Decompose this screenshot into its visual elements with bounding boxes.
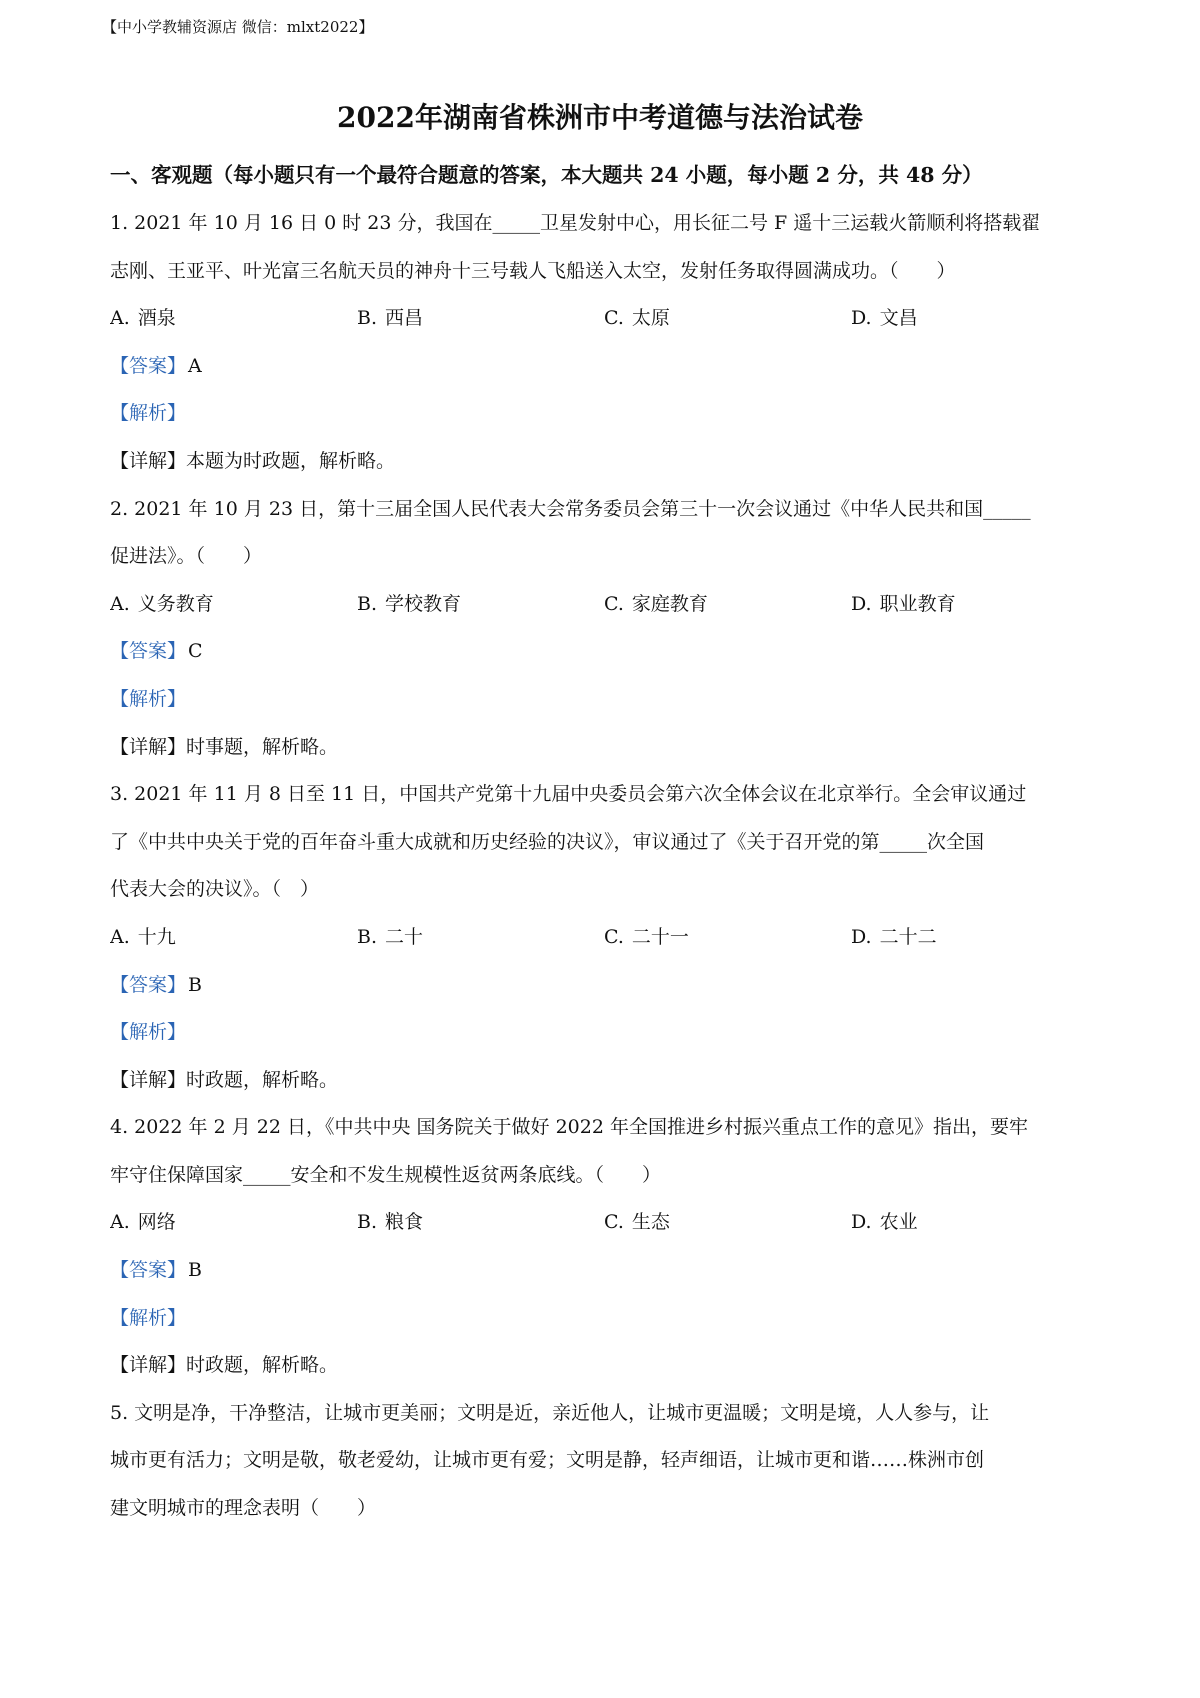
option-3 bbox=[604, 914, 851, 962]
detail-label: 【详解】 bbox=[110, 735, 187, 758]
option-text: 西昌 bbox=[385, 307, 424, 330]
question-stem-line: 促进法》。（ ） bbox=[110, 545, 263, 568]
question-stem-line: 代表大会的决议》。（ ） bbox=[110, 878, 320, 901]
answer-line bbox=[110, 343, 1110, 391]
answer-line bbox=[110, 962, 1110, 1010]
analysis-label: 【解析】 bbox=[110, 687, 187, 710]
option-text: 粮食 bbox=[385, 1211, 424, 1234]
option-1 bbox=[110, 914, 357, 962]
option-text: 太原 bbox=[631, 307, 670, 330]
answer-label: 【答案】 bbox=[110, 973, 187, 996]
answer-value: B bbox=[188, 1259, 202, 1282]
question-block bbox=[110, 1104, 1110, 1390]
option-letter: D. bbox=[851, 592, 872, 615]
option-letter: B. bbox=[357, 925, 378, 948]
analysis-label: 【解析】 bbox=[110, 1306, 187, 1329]
question-stem-line: 1. 2021 年 10 月 16 日 0 时 23 分，我国在_____卫星发射中心，用长征二号 F 遥十三运载火箭顺利将搭载翟 bbox=[110, 212, 1041, 234]
detail-label: 【详解】 bbox=[110, 1068, 187, 1091]
question-stem-line: 牢守住保障国家_____安全和不发生规模性返贫两条底线。（ ） bbox=[110, 1163, 662, 1186]
option-2 bbox=[357, 581, 604, 629]
question-stem-line: 了《中共中央关于党的百年奋斗重大成就和历史经验的决议》，审议通过了《关于召开党的第_____次全国 bbox=[110, 830, 985, 853]
option-letter: B. bbox=[357, 592, 378, 615]
analysis-line bbox=[110, 676, 1110, 724]
option-letter: D. bbox=[851, 925, 872, 948]
option-letter: D. bbox=[851, 307, 872, 330]
question-stem-line: 3. 2021 年 11 月 8 日至 11 日，中国共产党第十九届中央委员会第六次全体会议在北京举行。全会审议通过 bbox=[110, 783, 1027, 806]
answer-value: A bbox=[188, 354, 202, 377]
answer-value: B bbox=[188, 973, 202, 996]
option-2 bbox=[357, 1199, 604, 1247]
detail-label: 【详解】 bbox=[110, 1354, 187, 1377]
analysis-line bbox=[110, 1295, 1110, 1343]
option-letter: D. bbox=[851, 1211, 872, 1234]
option-text: 学校教育 bbox=[385, 592, 462, 615]
option-letter: A. bbox=[110, 592, 130, 615]
question-block bbox=[110, 200, 1110, 486]
question-stem-line: 建文明城市的理念表明（ ） bbox=[110, 1497, 377, 1520]
option-3 bbox=[604, 1199, 851, 1247]
option-3 bbox=[604, 295, 851, 343]
answer-label: 【答案】 bbox=[110, 1259, 187, 1282]
analysis-line bbox=[110, 390, 1110, 438]
option-4 bbox=[851, 295, 1098, 343]
option-text: 职业教育 bbox=[879, 592, 956, 615]
option-text: 十九 bbox=[137, 925, 176, 948]
option-4 bbox=[851, 914, 1098, 962]
option-text: 酒泉 bbox=[137, 307, 176, 330]
option-3 bbox=[604, 581, 851, 629]
question-list bbox=[110, 200, 1110, 1533]
option-2 bbox=[357, 295, 604, 343]
option-letter: C. bbox=[604, 925, 624, 948]
options-row bbox=[110, 581, 1110, 629]
detail-line bbox=[110, 438, 1110, 486]
question-stem-line: 志刚、王亚平、叶光富三名航天员的神舟十三号载人飞船送入太空，发射任务取得圆满成功。（ ） bbox=[110, 259, 956, 282]
answer-label: 【答案】 bbox=[110, 640, 187, 663]
answer-label: 【答案】 bbox=[110, 354, 187, 377]
detail-text: 时政题，解析略。 bbox=[186, 1068, 339, 1091]
option-text: 二十 bbox=[385, 925, 424, 948]
option-letter: C. bbox=[604, 592, 624, 615]
option-1 bbox=[110, 581, 357, 629]
analysis-label: 【解析】 bbox=[110, 402, 187, 425]
detail-text: 时事题，解析略。 bbox=[186, 735, 339, 758]
option-letter: A. bbox=[110, 925, 130, 948]
option-text: 文昌 bbox=[879, 307, 918, 330]
detail-text: 时政题，解析略。 bbox=[186, 1354, 339, 1377]
option-1 bbox=[110, 1199, 357, 1247]
answer-line bbox=[110, 628, 1110, 676]
option-text: 农业 bbox=[879, 1211, 918, 1234]
question-block bbox=[110, 1390, 1110, 1533]
option-4 bbox=[851, 1199, 1098, 1247]
option-letter: B. bbox=[357, 1211, 378, 1234]
options-row bbox=[110, 295, 1110, 343]
option-text: 二十二 bbox=[879, 925, 937, 948]
question-stem-line: 4. 2022 年 2 月 22 日，《中共中央 国务院关于做好 2022 年全国推进乡村振兴重点工作的意见》指出，要牢 bbox=[110, 1116, 1028, 1139]
analysis-label: 【解析】 bbox=[110, 1021, 187, 1044]
detail-text: 本题为时政题，解析略。 bbox=[186, 449, 396, 472]
analysis-line bbox=[110, 1009, 1110, 1057]
option-text: 家庭教育 bbox=[631, 592, 708, 615]
option-letter: C. bbox=[604, 1211, 624, 1234]
options-row bbox=[110, 1199, 1110, 1247]
option-1 bbox=[110, 295, 357, 343]
answer-line bbox=[110, 1247, 1110, 1295]
options-row bbox=[110, 914, 1110, 962]
option-text: 二十一 bbox=[631, 925, 689, 948]
option-letter: C. bbox=[604, 307, 624, 330]
option-letter: B. bbox=[357, 307, 378, 330]
detail-label: 【详解】 bbox=[110, 449, 187, 472]
section-heading: 一、客观题（每小题只有一个最符合题意的答案，本大题共 24 小题，每小题 2 分，共 48 分） bbox=[110, 163, 983, 187]
option-text: 义务教育 bbox=[137, 592, 214, 615]
option-text: 生态 bbox=[631, 1211, 670, 1234]
question-stem-line: 5. 文明是净，干净整洁，让城市更美丽；文明是近，亲近他人，让城市更温暖；文明是境，人人参与，让 bbox=[110, 1401, 990, 1424]
question-block bbox=[110, 486, 1110, 772]
option-text: 网络 bbox=[137, 1211, 176, 1234]
detail-line bbox=[110, 1057, 1110, 1105]
question-stem-line: 城市更有活力；文明是敬，敬老爱幼，让城市更有爱；文明是静，轻声细语，让城市更和谐……株洲市创 bbox=[110, 1449, 985, 1472]
header-note: 【中小学教辅资源店 微信：mlxt2022】 bbox=[102, 18, 374, 36]
option-2 bbox=[357, 914, 604, 962]
detail-line bbox=[110, 724, 1110, 772]
answer-value: C bbox=[188, 640, 203, 663]
option-letter: A. bbox=[110, 307, 130, 330]
document-title: 2022年湖南省株洲市中考道德与法治试卷 bbox=[337, 101, 863, 134]
option-letter: A. bbox=[110, 1211, 130, 1234]
question-stem-line: 2. 2021 年 10 月 23 日，第十三届全国人民代表大会常务委员会第三十一次会议通过《中华人民共和国_____ bbox=[110, 497, 1031, 520]
option-4 bbox=[851, 581, 1098, 629]
question-block bbox=[110, 771, 1110, 1104]
detail-line bbox=[110, 1342, 1110, 1390]
